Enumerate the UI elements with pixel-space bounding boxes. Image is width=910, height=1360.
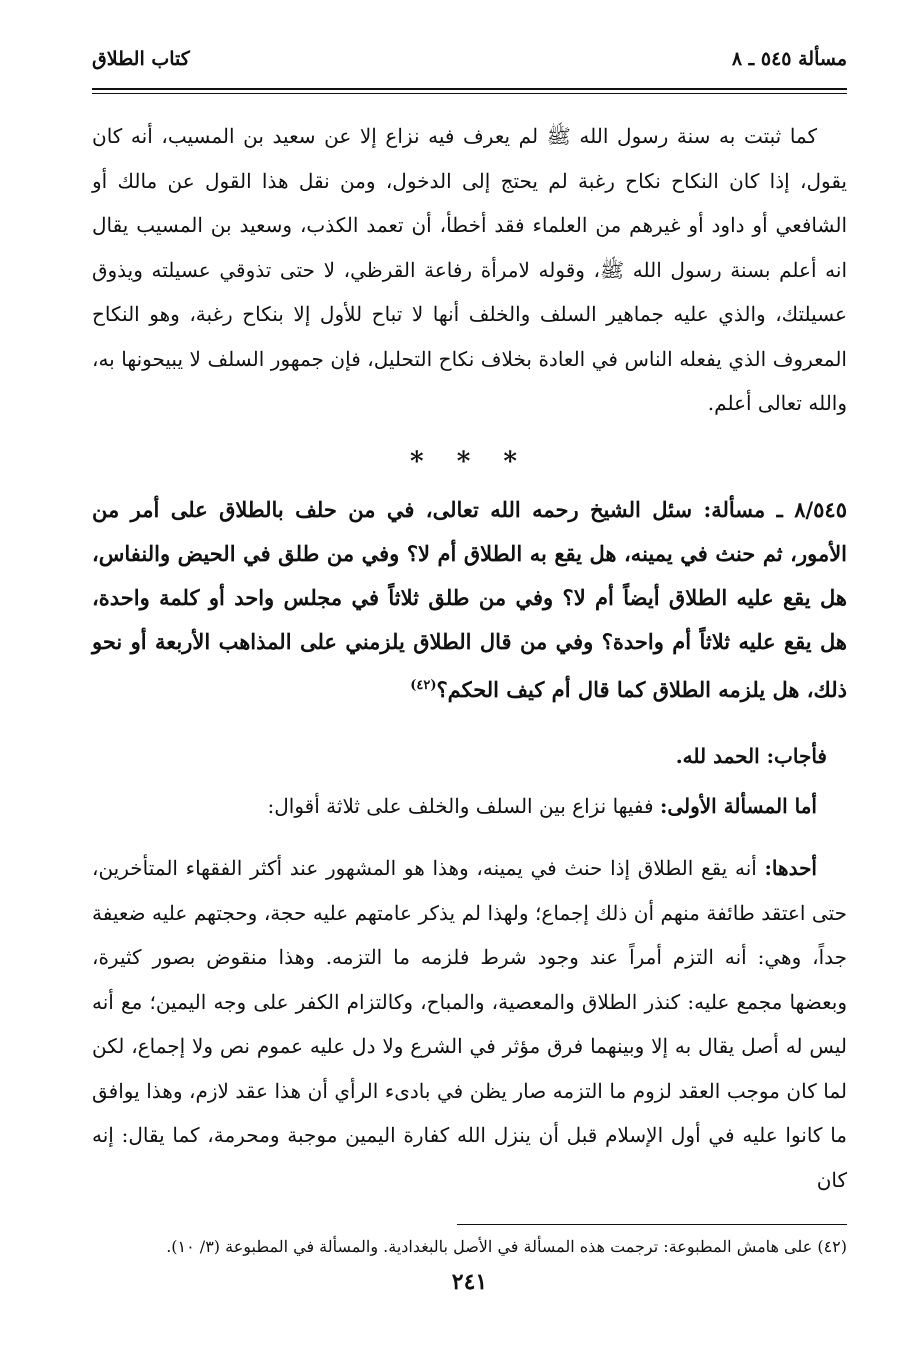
footnote: (٤٢) على هامش المطبوعة: ترجمت هذه المسألة في الأصل بالبغدادية. والمسألة في المطبوعة (٣/ ١٠). xyxy=(166,1237,847,1256)
issue-reference: مسألة ٥٤٥ ـ ٨ xyxy=(731,48,847,70)
book-title: كتاب الطلاق xyxy=(92,48,190,70)
first-opinion-paragraph xyxy=(92,846,847,1202)
first-issue-paragraph xyxy=(92,784,847,829)
answer-heading: فأجاب: الحمد لله. xyxy=(675,743,827,768)
footnote-marker: (٤٢) xyxy=(410,677,437,693)
first-issue-text: ففيها نزاع بين السلف والخلف على ثلاثة أقوال: xyxy=(267,793,660,818)
question-text: ٨/٥٤٥ ـ مسألة: سئل الشيخ رحمه الله تعالى، في من حلف بالطلاق على أمر من الأمور، ثم حنث في يمينه، هل يقع به الطلاق أم لا؟ وفي من طلق في الحيض والنفاس، هل يقع عليه الطلاق أيضاً أم لا؟ وفي من طلق ثلاثاً في مجلس واحد أو كلمة واحدة، هل يقع عليه ثلاثاً أم واحدة؟ وفي من قال الطلاق يلزمني على المذاهب الأربعة أو نحو ذلك، هل يلزمه الطلاق كما قال أم كيف الحكم؟ xyxy=(92,496,847,702)
header-rule xyxy=(92,88,847,90)
question-paragraph xyxy=(92,488,847,712)
page-number: ٢٤١ xyxy=(451,1269,488,1295)
running-head xyxy=(92,48,847,88)
footnote-rule xyxy=(457,1224,847,1225)
opinion-label: أحدها: xyxy=(764,856,817,880)
first-issue-label: أما المسألة الأولى: xyxy=(659,793,817,818)
book-page xyxy=(92,48,847,1328)
intro-paragraph: كما ثبتت به سنة رسول الله ﷺ لم يعرف فيه نزاع إلا عن سعيد بن المسيب، أنه كان يقول، إذا كان النكاح نكاح رغبة لم يحتج إلى الدخول، ومن نقل هذا القول عن مالك أو الشافعي أو داود أو غيرهم من العلماء فقد أخطأ، أن تعمد الكذب، وسعيد بن المسيب يقال انه أعلم بسنة رسول الله ﷺ، وقوله لامرأة رفاعة القرظي، لا حتى تذوقي عسيلته ويذوق عسيلتك، والذي عليه جماهير السلف والخلف أنها لا تباح للأول إلا بنكاح رغبة، وهو النكاح المعروف الذي يفعله الناس في العادة بخلاف نكاح التحليل، فإن جمهور السلف لا يبيحونها به، والله تعالى أعلم. xyxy=(92,124,847,415)
opinion-text: أنه يقع الطلاق إذا حنث في يمينه، وهذا هو المشهور عند أكثر الفقهاء المتأخرين، حتى اعتقد طائفة منهم أن ذلك إجماع؛ ولهذا لم يذكر عامتهم عليه حجة، وحجتهم عليه ضعيفة جداً، وهي: أنه التزم أمراً عند وجود شرط فلزمه ما التزمه. وهذا منقوض بصور كثيرة، وبعضها مجمع عليه: كنذر الطلاق والمعصية، والمباح، وكالتزام الكفر على وجه اليمين؛ مع أنه ليس له أصل يقال به إلا وبينهما فرق مؤثر في الشرع ولا دل عليه عموم نص ولا إجماع، لكن لما كان موجب العقد لزوم ما التزمه صار يظن في بادىء الرأي أن هذا عقد لازم، وهذا يوافق ما كانوا عليه في أول الإسلام قبل أن ينزل الله كفارة اليمين موجبة ومحرمة، كما يقال: إنه كان xyxy=(92,856,847,1192)
section-separator: * * * xyxy=(410,446,529,477)
header-rule-thin xyxy=(92,93,847,94)
